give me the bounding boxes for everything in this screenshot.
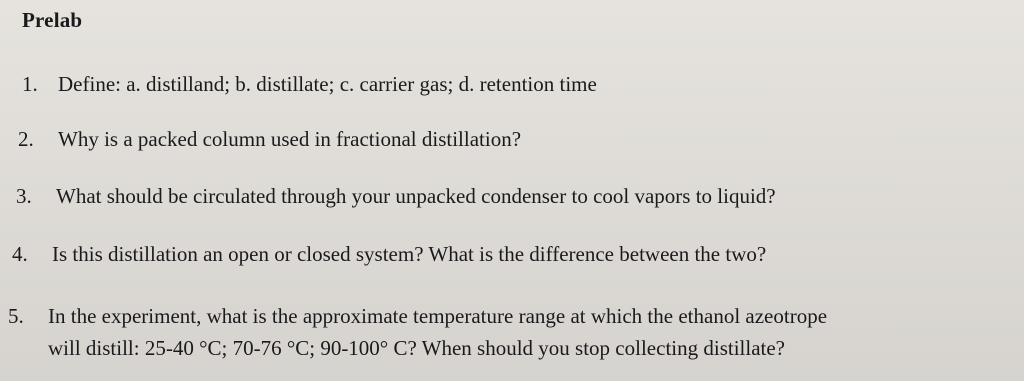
question-number: 4. xyxy=(12,242,28,266)
question-text-line-1: In the experiment, what is the approximate temperature range at which the ethanol azeotrope xyxy=(48,304,828,328)
question-number: 3. xyxy=(16,184,32,208)
page-title: Prelab xyxy=(22,8,83,32)
question-text: Define: a. distilland; b. distillate; c. carrier gas; d. retention time xyxy=(58,72,597,96)
question-number: 1. xyxy=(22,72,38,96)
question-text-line-2: will distill: 25-40 °C; 70-76 °C; 90-100° C? When should you stop collecting distillate? xyxy=(48,336,785,360)
question-number: 2. xyxy=(18,127,34,151)
question-text: What should be circulated through your unpacked condenser to cool vapors to liquid? xyxy=(56,184,776,208)
question-number: 5. xyxy=(8,304,24,328)
question-text: Is this distillation an open or closed system? What is the difference between the two? xyxy=(52,242,767,266)
question-text: Why is a packed column used in fractional distillation? xyxy=(58,127,522,151)
